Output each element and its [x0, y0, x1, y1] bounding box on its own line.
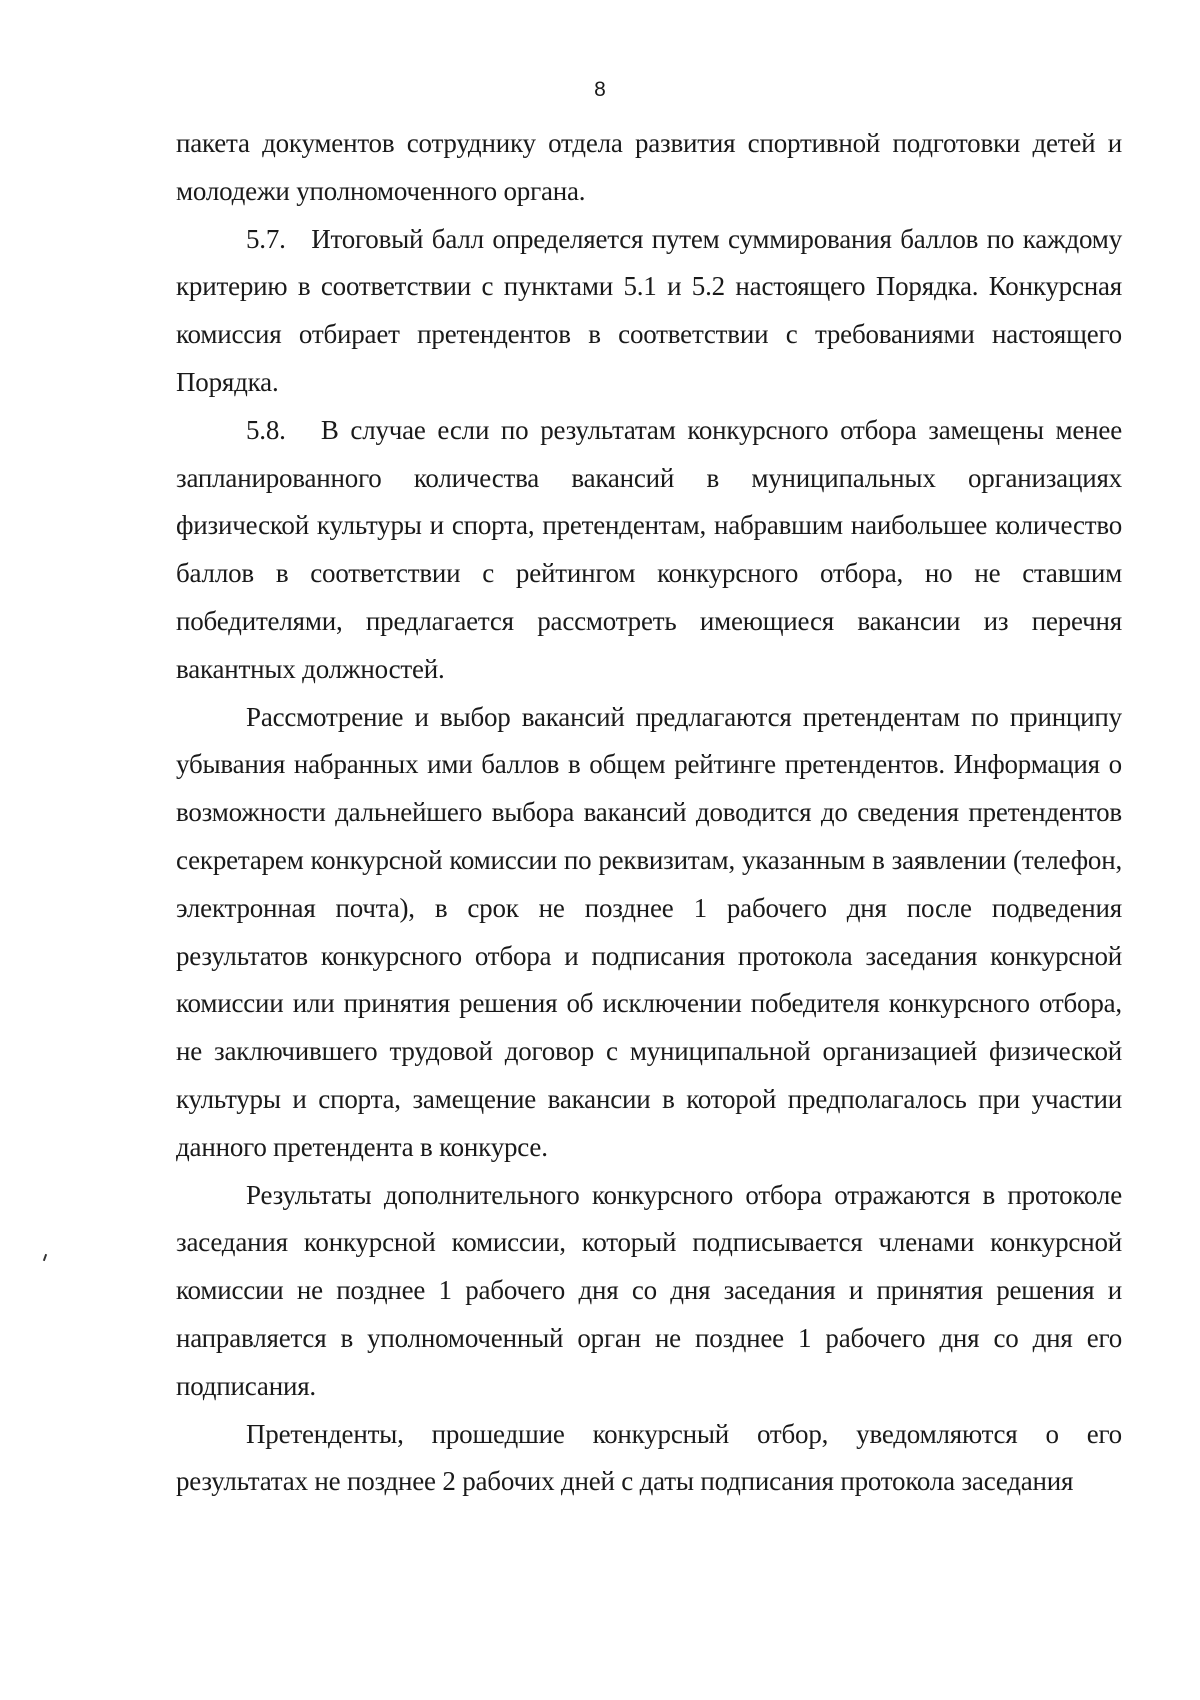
paragraph-text: В случае если по результатам конкурсного отбора замещены менее запланированного количества вакансий в муниципальных организациях физической культуры и спорта, претендентам, набравшим наибольшее количество баллов в соответствии с рейтингом конкурсного отбора, но не ставшим победителями, предлагается рассмотреть имеющиеся вакансии из перечня вакантных должностей. [176, 414, 1122, 684]
paragraph-number: 5.8. [246, 414, 286, 445]
paragraph-consideration: Рассмотрение и выбор вакансий предлагаются претендентам по принципу убывания набранных ими баллов в общем рейтинге претендентов. Информация о возможности дальнейшего выбора вакансий доводится до сведения претендентов секретарем конкурсной комиссии по реквизитам, указанным в заявлении (телефон, электронная почта), в срок не позднее 1 рабочего дня после подведения результатов конкурсного отбора и подписания протокола заседания конкурсной комиссии или принятия решения об исключении победителя конкурсного отбора, не заключившего трудовой договор с муниципальной организацией физической культуры и спорта, замещение вакансии в которой предполагалось при участии данного претендента в конкурсе. [176, 701, 1122, 1162]
document-body [176, 120, 1122, 1506]
paragraph-results: Результаты дополнительного конкурсного отбора отражаются в протоколе заседания конкурсной комиссии, который подписывается членами конкурсной комиссии не позднее 1 рабочего дня со дня заседания и принятия решения и направляется в уполномоченный орган не позднее 1 рабочего дня со дня его подписания. [176, 1179, 1122, 1401]
paragraph-continuation: пакета документов сотруднику отдела развития спортивной подготовки детей и молодежи уполномоченного органа. [176, 128, 1122, 206]
scan-artifact-mark [43, 1254, 47, 1261]
paragraph-notification: Претенденты, прошедшие конкурсный отбор, уведомляются о его результатах не позднее 2 рабочих дней с даты подписания протокола заседания [176, 1418, 1122, 1497]
page-number: 8 [594, 78, 606, 101]
paragraph-text: Итоговый балл определяется путем суммирования баллов по каждому критерию в соответствии с пунктами 5.1 и 5.2 настоящего Порядка. Конкурсная комиссия отбирает претендентов в соответствии с требованиями настоящего Порядка. [176, 223, 1122, 397]
paragraph-number: 5.7. [246, 223, 286, 254]
paragraph-5-8 [176, 407, 1122, 694]
paragraph-5-7 [176, 216, 1122, 407]
